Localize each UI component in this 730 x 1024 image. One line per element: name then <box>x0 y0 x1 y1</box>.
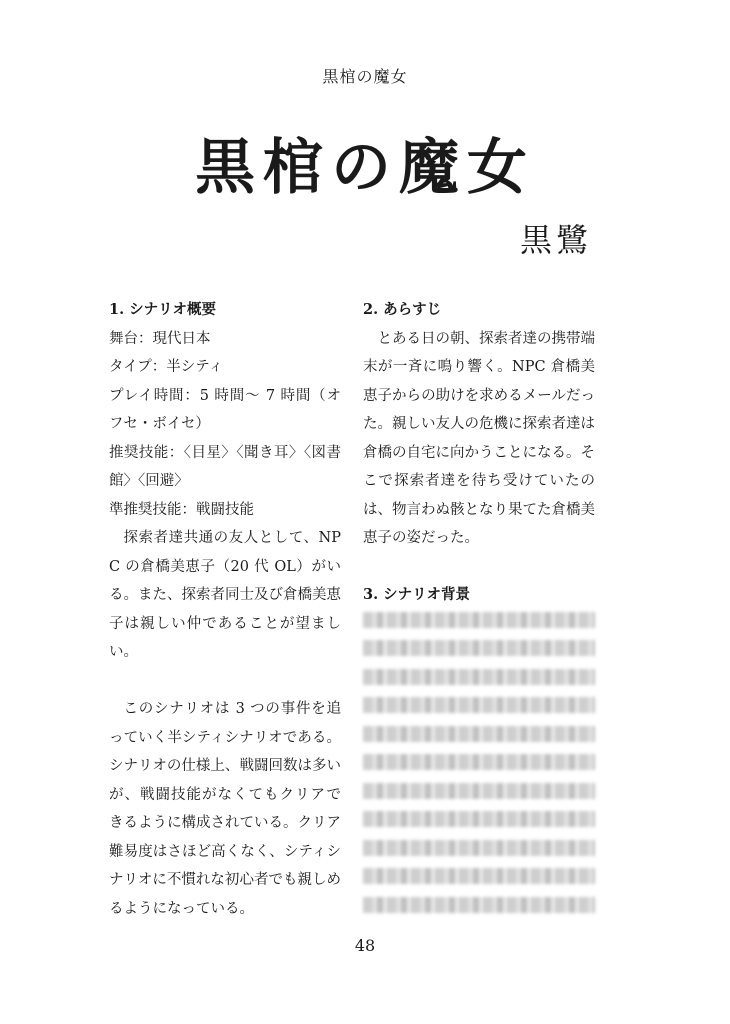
blurred-line <box>363 811 595 827</box>
author-name: 黒鷺 <box>519 221 592 259</box>
info-line-playtime: プレイ時間：5 時間～ 7 時間（オフセ・ボイセ） <box>109 387 341 432</box>
overview-paragraph-1: 探索者達共通の友人として、NPC の倉橋美恵子（20 代 OL）がいる。また、探索者同士及び倉橋美恵子は親しい仲であることが望ましい。 <box>109 530 341 660</box>
blurred-line <box>363 868 595 884</box>
section-heading-background: 3. シナリオ背景 <box>363 586 471 603</box>
info-line-setting: 舞台：現代日本 <box>109 330 211 347</box>
blurred-line <box>363 897 595 913</box>
section-heading-synopsis: 2. あらすじ <box>363 301 442 318</box>
blurred-line <box>363 840 595 856</box>
blurred-line <box>363 612 595 628</box>
section-heading-overview: 1. シナリオ概要 <box>109 301 217 318</box>
paragraph-spacer <box>363 553 595 582</box>
blurred-text-block <box>363 612 595 930</box>
info-line-type: タイプ：半シティ <box>109 359 224 375</box>
blurred-line <box>363 697 595 713</box>
blurred-line <box>363 754 595 770</box>
synopsis-paragraph: とある日の朝、探索者達の携帯端末が一斉に鳴り響く。NPC 倉橋美恵子からの助けを求めるメールだった。親しい友人の危機に探索者達は倉橋の自宅に向かうことになる。そこで探索者達を待ち受けていたのは、物言わぬ骸となり果てた倉橋美恵子の姿だった。 <box>363 330 595 546</box>
blurred-line <box>363 783 595 799</box>
blurred-line <box>363 669 595 685</box>
info-line-semi-recommended-skills: 準推奨技能：戦闘技能 <box>109 501 254 518</box>
blurred-line <box>363 640 595 656</box>
page-number: 48 <box>354 936 376 955</box>
paragraph-spacer <box>109 667 341 696</box>
right-column <box>363 296 595 930</box>
running-header: 黒棺の魔女 <box>322 67 408 86</box>
overview-paragraph-2: このシナリオは 3 つの事件を追っていく半シティシナリオである。シナリオの仕様上、戦闘回数は多いが、戦闘技能がなくてもクリアできるように構成されている。クリア難易度はさほど高くなく、シティシナリオに不慣れな初心者でも親しめるようになっている。 <box>109 701 341 917</box>
left-column <box>109 296 341 923</box>
page-title: 黒棺の魔女 <box>195 133 535 203</box>
info-line-recommended-skills: 推奨技能：〈目星〉〈聞き耳〉〈図書館〉〈回避〉 <box>109 444 341 489</box>
blurred-line <box>363 726 595 742</box>
